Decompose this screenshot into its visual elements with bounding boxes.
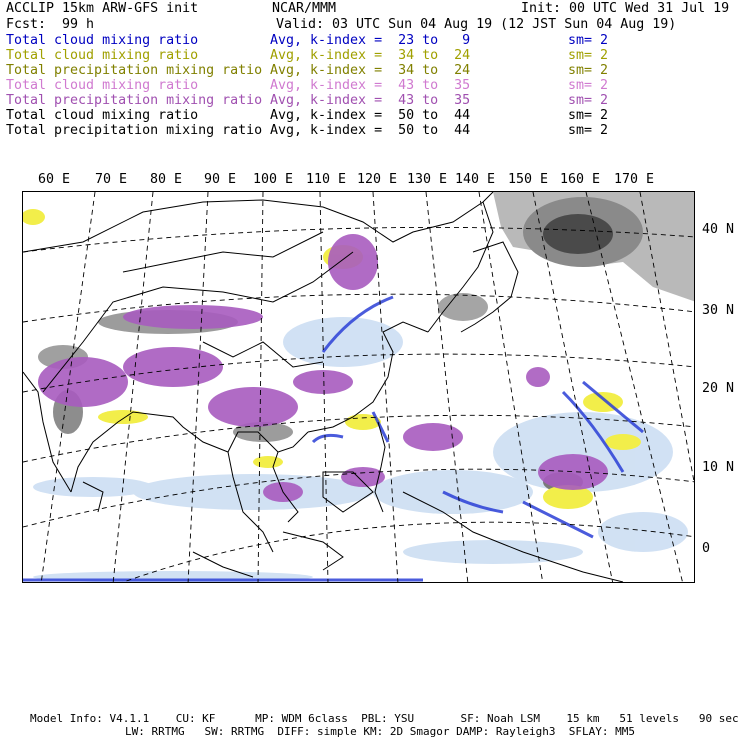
fcst-value: 99 h (62, 17, 95, 32)
legend-sm: sm= 2 (568, 93, 609, 108)
longitude-label: 90 E (204, 172, 237, 187)
legend-avg: Avg, k-index = 43 to 35 (270, 93, 471, 108)
latitude-label: 10 N (702, 460, 735, 475)
model-title: ACCLIP 15km ARW-GFS init (6, 1, 199, 16)
longitude-label: 150 E (508, 172, 549, 187)
legend-field: Total precipitation mixing ratio (6, 63, 263, 78)
legend-field: Total precipitation mixing ratio (6, 123, 263, 138)
longitude-label: 130 E (407, 172, 448, 187)
longitude-label: 170 E (614, 172, 655, 187)
longitude-label: 120 E (357, 172, 398, 187)
latitude-label: 30 N (702, 303, 735, 318)
legend-avg: Avg, k-index = 23 to 9 (270, 33, 471, 48)
map-panel (22, 191, 695, 583)
org-label: NCAR/MMM (272, 1, 337, 16)
model-info-line2: LW: RRTMG SW: RRTMG DIFF: simple KM: 2D Smagor DAMP: Rayleigh3 SFLAY: MM5 (125, 725, 635, 738)
longitude-label: 140 E (455, 172, 496, 187)
legend-sm: sm= 2 (568, 33, 609, 48)
legend-field: Total cloud mixing ratio (6, 48, 199, 63)
latitude-label: 40 N (702, 222, 735, 237)
longitude-label: 100 E (253, 172, 294, 187)
init-time: Init: 00 UTC Wed 31 Jul 19 (521, 1, 730, 16)
longitude-label: 160 E (560, 172, 601, 187)
longitude-label: 80 E (150, 172, 183, 187)
valid-time: Valid: 03 UTC Sun 04 Aug 19 (12 JST Sun 04 Aug 19) (276, 17, 677, 32)
legend-sm: sm= 2 (568, 108, 609, 123)
latitude-label: 20 N (702, 381, 735, 396)
latitude-label: 0 (702, 541, 711, 556)
legend-avg: Avg, k-index = 50 to 44 (270, 108, 471, 123)
legend-sm: sm= 2 (568, 48, 609, 63)
legend-avg: Avg, k-index = 34 to 24 (270, 63, 471, 78)
legend-sm: sm= 2 (568, 123, 609, 138)
legend-avg: Avg, k-index = 50 to 44 (270, 123, 471, 138)
legend-field: Total cloud mixing ratio (6, 108, 199, 123)
legend-sm: sm= 2 (568, 78, 609, 93)
legend-sm: sm= 2 (568, 63, 609, 78)
fcst-label: Fcst: (6, 17, 47, 32)
legend-field: Total cloud mixing ratio (6, 78, 199, 93)
legend-avg: Avg, k-index = 43 to 35 (270, 78, 471, 93)
longitude-label: 70 E (95, 172, 128, 187)
model-info-line1: Model Info: V4.1.1 CU: KF MP: WDM 6class PBL: YSU SF: Noah LSM 15 km 51 levels 90 sec (30, 712, 739, 725)
longitude-label: 60 E (38, 172, 71, 187)
legend-field: Total precipitation mixing ratio (6, 93, 263, 108)
map-svg (23, 192, 695, 583)
legend-avg: Avg, k-index = 34 to 24 (270, 48, 471, 63)
longitude-label: 110 E (306, 172, 347, 187)
legend-field: Total cloud mixing ratio (6, 33, 199, 48)
